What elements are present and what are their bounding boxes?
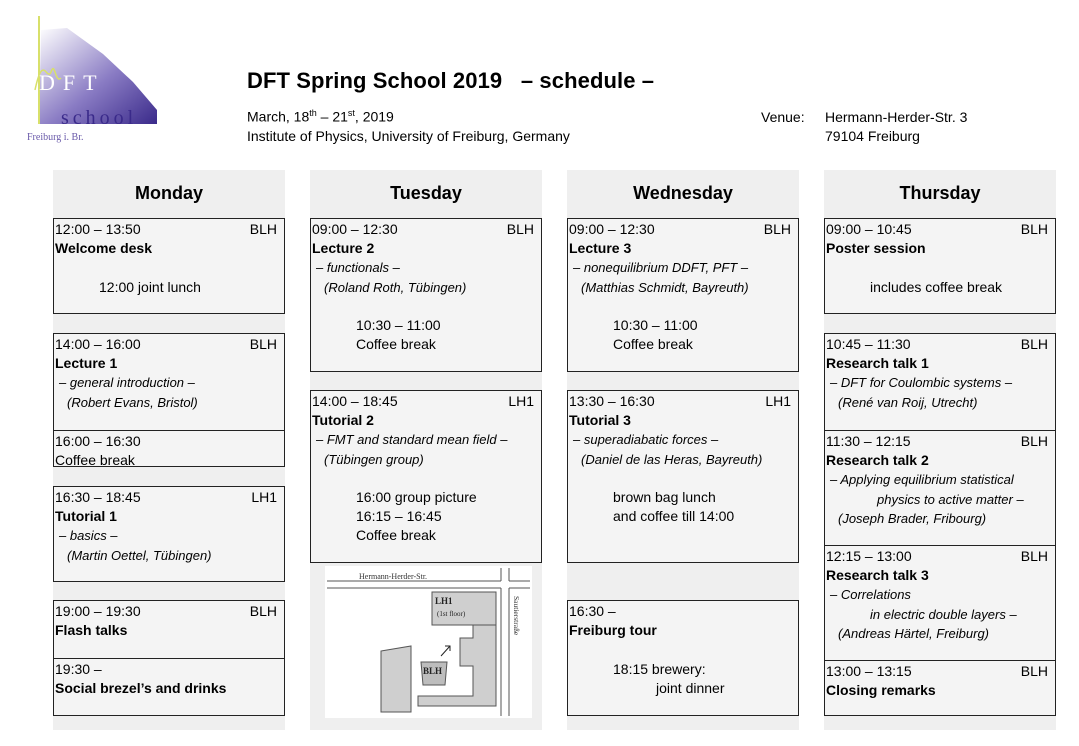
session-time: 12:15 – 13:00 (826, 548, 912, 564)
session-room: BLH (1020, 548, 1048, 564)
session-flash-talks (54, 601, 284, 658)
session-topic: – basics – (59, 528, 118, 544)
day-header-thursday: Thursday (899, 183, 981, 203)
break-time: 10:30 – 11:00 (613, 316, 698, 333)
break-time: 10:30 – 11:00 (356, 316, 441, 333)
session-social (54, 658, 284, 698)
session-room: BLH (506, 221, 534, 237)
session-title: Poster session (826, 240, 926, 257)
session-title: Social brezel’s and drinks (55, 680, 227, 697)
session-speaker: (Joseph Brader, Fribourg) (838, 510, 987, 526)
session-speaker: (Matthias Schmidt, Bayreuth) (581, 279, 749, 295)
svg-text:Freiburg i. Br.: Freiburg i. Br. (27, 132, 84, 143)
session-room: BLH (1020, 336, 1048, 352)
session-speaker: (Daniel de las Heras, Bayreuth) (581, 451, 763, 467)
day-header-tuesday: Tuesday (390, 183, 462, 203)
session-topic: – Applying equilibrium statistical (830, 472, 1014, 488)
session-time: 09:00 – 12:30 (312, 221, 398, 237)
session-note: and coffee till 14:00 (613, 508, 735, 525)
building-west (381, 646, 411, 712)
session-poster (824, 218, 1056, 314)
session-closing (825, 660, 1055, 700)
svg-text:school: school (61, 107, 138, 129)
venue-city: 79104 Freiburg (825, 128, 920, 144)
session-topic: physics to active matter – (877, 491, 1024, 507)
session-title: Research talk 3 (826, 567, 929, 584)
campus-map (325, 566, 532, 718)
session-title: Tutorial 1 (55, 508, 117, 525)
svg-text:DFT: DFT (39, 70, 105, 95)
session-room: LH1 (765, 393, 791, 409)
session-time: 13:30 – 16:30 (569, 393, 655, 409)
session-note: Coffee break (356, 527, 436, 544)
dft-school-logo (25, 12, 165, 147)
session-room: BLH (249, 603, 277, 619)
break-title: Coffee break (356, 336, 436, 353)
session-room: BLH (1020, 221, 1048, 237)
break-title: Coffee break (613, 336, 693, 353)
session-time: 13:00 – 13:15 (826, 663, 912, 679)
session-time: 10:45 – 11:30 (826, 336, 911, 352)
session-coffee-break (54, 430, 284, 470)
map-label-blh: BLH (423, 666, 443, 676)
session-time: 19:30 – (55, 661, 102, 677)
street-label: Hermann-Herder-Str. (359, 572, 428, 581)
session-room: BLH (1020, 433, 1048, 449)
map-label-lh1: LH1 (435, 596, 453, 606)
session-freiburg-tour (567, 600, 799, 716)
session-research-talk-3 (825, 545, 1055, 660)
session-time: 12:00 – 13:50 (55, 221, 141, 237)
session-speaker: (Andreas Härtel, Freiburg) (838, 625, 989, 641)
session-note: joint dinner (656, 679, 725, 696)
session-note: includes coffee break (870, 278, 1003, 295)
session-time: 16:00 – 16:30 (55, 433, 141, 449)
monday-column (53, 170, 285, 730)
session-speaker: (Martin Oettel, Tübingen) (67, 547, 212, 563)
session-tutorial-1 (53, 486, 285, 582)
venue-address: Hermann-Herder-Str. 3 (825, 109, 968, 125)
institute: Institute of Physics, University of Freiburg, Germany (247, 128, 570, 144)
session-time: 09:00 – 12:30 (569, 221, 655, 237)
session-topic: – FMT and standard mean field – (316, 432, 508, 448)
session-title: Lecture 1 (55, 355, 118, 372)
session-time: 09:00 – 10:45 (826, 221, 912, 237)
session-research-talk-2 (825, 430, 1055, 545)
session-topic: – nonequilibrium DDFT, PFT – (573, 260, 749, 276)
session-title: Welcome desk (55, 240, 153, 257)
session-speaker: (Roland Roth, Tübingen) (324, 279, 467, 295)
session-lecture-3 (567, 218, 799, 372)
session-time: 11:30 – 12:15 (826, 433, 911, 449)
session-note: 16:15 – 16:45 (356, 508, 442, 525)
date-range: March, 18th – 21st, 2019 (247, 108, 394, 125)
arrow-icon (441, 646, 450, 656)
day-header-wednesday: Wednesday (633, 183, 733, 203)
session-speaker: (René van Roij, Utrecht) (838, 394, 978, 410)
session-lecture-2 (310, 218, 542, 372)
session-topic: – general introduction – (59, 375, 195, 391)
session-time: 19:00 – 19:30 (55, 603, 141, 619)
session-time: 16:30 – (569, 603, 616, 619)
day-header-monday: Monday (134, 183, 203, 203)
session-title: Closing remarks (826, 682, 936, 699)
session-title: Flash talks (55, 622, 128, 639)
session-time: 14:00 – 16:00 (55, 336, 141, 352)
session-note: 16:00 group picture (356, 488, 477, 505)
session-time: 16:30 – 18:45 (55, 489, 141, 505)
session-topic: – DFT for Coulombic systems – (830, 375, 1013, 391)
session-title: Tutorial 3 (569, 412, 631, 429)
session-note: 12:00 joint lunch (99, 278, 201, 295)
session-speaker: (Robert Evans, Bristol) (67, 394, 198, 410)
session-note: brown bag lunch (613, 488, 716, 505)
session-title: Lecture 3 (569, 240, 632, 257)
session-welcome (53, 218, 285, 314)
session-tutorial-2 (310, 390, 542, 563)
session-evening (53, 600, 285, 716)
session-topic: in electric double layers – (870, 606, 1017, 622)
session-room: LH1 (508, 393, 534, 409)
session-note: 18:15 brewery: (613, 660, 706, 677)
venue-label: Venue: (761, 109, 805, 125)
map-label-lh1-floor: (1st floor) (437, 610, 466, 618)
session-research-talks (824, 333, 1056, 716)
session-room: BLH (763, 221, 791, 237)
session-room: BLH (249, 336, 277, 352)
session-title: Research talk 1 (826, 355, 929, 372)
session-research-talk-1 (825, 334, 1055, 430)
session-tutorial-3 (567, 390, 799, 563)
session-title: Coffee break (55, 452, 135, 469)
session-title: Freiburg tour (569, 622, 657, 639)
session-title: Lecture 2 (312, 240, 375, 257)
session-lecture-1 (53, 333, 285, 467)
session-room: BLH (1020, 663, 1048, 679)
session-room: BLH (249, 221, 277, 237)
session-topic: – functionals – (316, 260, 400, 276)
wednesday-column (567, 170, 799, 730)
session-topic: – Correlations (830, 587, 911, 603)
session-title: Research talk 2 (826, 452, 929, 469)
street-label: Sautierstraße (512, 596, 521, 636)
session-time: 14:00 – 18:45 (312, 393, 398, 409)
page-title: DFT Spring School 2019 – schedule – (247, 68, 655, 93)
session-title: Tutorial 2 (312, 412, 374, 429)
session-topic: – superadiabatic forces – (573, 432, 719, 448)
session-room: LH1 (251, 489, 277, 505)
session-speaker: (Tübingen group) (324, 451, 424, 467)
thursday-column (824, 170, 1056, 730)
